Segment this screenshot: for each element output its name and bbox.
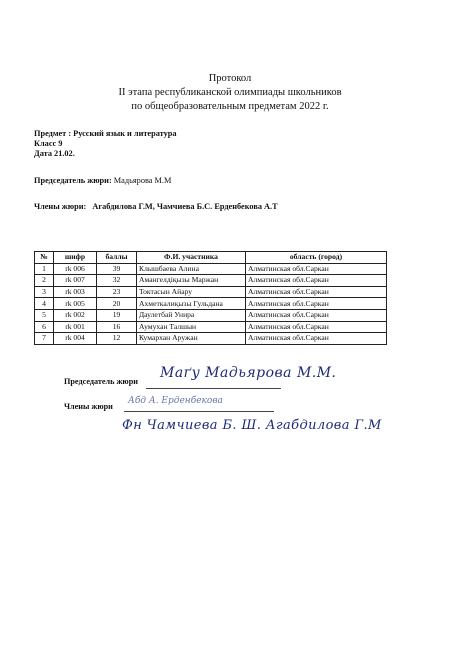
table-row: 1 rk 006 39 Клышбаева Алина Алматинская обл.Саркан (35, 263, 387, 275)
jury-chair-label: Председатель жюри: (34, 176, 112, 185)
signature-chair-line (146, 388, 281, 389)
results-table (34, 251, 387, 345)
jury-members-line (34, 202, 278, 212)
class-line: Класс 9 (34, 139, 63, 148)
table-row: 3 rk 003 23 Токтасын Айару Алматинская обл.Саркан (35, 286, 387, 298)
table-row: 5 rk 002 19 Даулетбай Унира Алматинская обл.Саркан (35, 309, 387, 321)
jury-members-label: Члены жюри: (34, 202, 87, 211)
header-num: № (35, 252, 54, 264)
jury-members-value: Агабдилова Г.М, Чамчиева Б.С. Ерденбекова А.Т (92, 202, 278, 211)
signature-members-label: Члены жюри (64, 402, 113, 411)
signature-members-handwriting-2: Фн Чамчиева Б. Ш. Агабдилова Г.М (122, 418, 382, 433)
table-row: 7 rk 004 12 Кумархан Аружан Алматинская обл.Саркан (35, 333, 387, 345)
table-row: 2 rk 007 32 Амангелдіқызы Маржан Алматинская обл.Саркан (35, 275, 387, 287)
signature-members-line (124, 411, 274, 412)
jury-chair-value: Мадьярова М.М (113, 176, 172, 185)
jury-chair-line (34, 176, 171, 186)
table-header-row (35, 252, 387, 264)
document-title (0, 72, 460, 114)
table-row: 6 rk 001 16 Аумухан Талшын Алматинская обл.Саркан (35, 321, 387, 333)
header-region: область (город) (246, 252, 387, 264)
table-row: 4 rk 005 20 Ахметкалиқызы Гульдана Алматинская обл.Саркан (35, 298, 387, 310)
header-name: Ф.И. участника (137, 252, 246, 264)
subject-line: Предмет : Русский язык и литература (34, 129, 177, 138)
header-score: баллы (97, 252, 137, 264)
title-line-3: по общеобразовательным предметам 2022 г. (131, 101, 329, 112)
signature-members-handwriting-1: Абд А. Ерденбекова (128, 396, 223, 406)
signature-chair-handwriting: Маґу Мадьярова М.М. (160, 365, 337, 381)
title-line-1: Протокол (208, 73, 252, 84)
header-code: шифр (54, 252, 97, 264)
signature-chair-label: Председатель жюри (64, 377, 138, 386)
date-line: Дата 21.02. (34, 149, 75, 158)
title-line-2: II этапа республиканской олимпиады школьников (118, 87, 342, 98)
